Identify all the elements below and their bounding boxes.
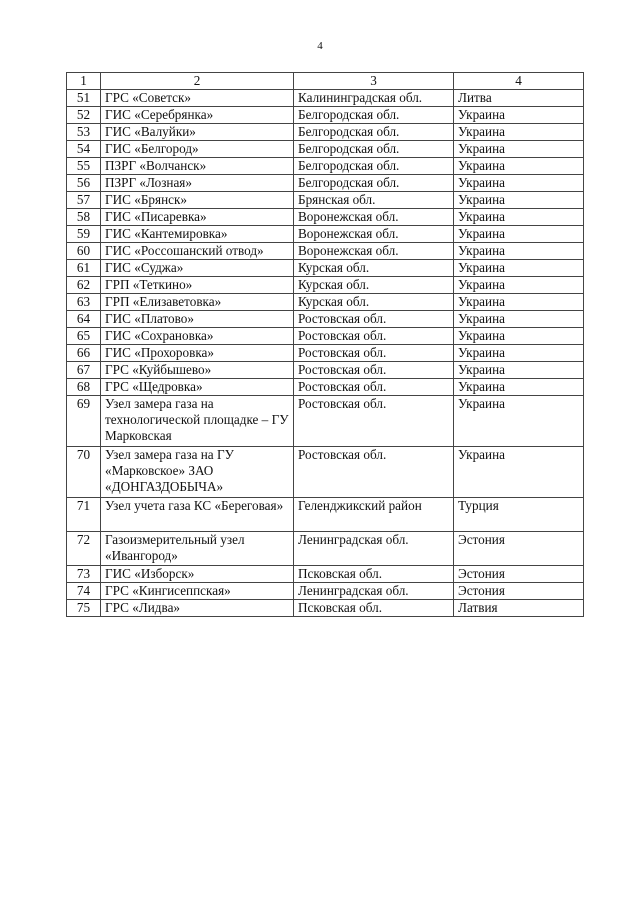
table-row xyxy=(67,226,584,243)
table-row xyxy=(67,583,584,600)
facility-name-cell: ГИС «Суджа» xyxy=(101,260,294,277)
facility-name-cell: ГИС «Сохрановка» xyxy=(101,328,294,345)
facility-name-cell: ГРС «Куйбышево» xyxy=(101,362,294,379)
region-cell: Ростовская обл. xyxy=(294,447,454,498)
table-row xyxy=(67,158,584,175)
table-row xyxy=(67,311,584,328)
row-number-cell: 60 xyxy=(67,243,101,260)
facility-name-cell: ГИС «Кантемировка» xyxy=(101,226,294,243)
country-cell: Украина xyxy=(454,396,584,447)
table-row xyxy=(67,600,584,617)
region-cell: Курская обл. xyxy=(294,294,454,311)
row-number-cell: 67 xyxy=(67,362,101,379)
column-header-3: 3 xyxy=(294,73,454,90)
row-number-cell: 63 xyxy=(67,294,101,311)
country-cell: Украина xyxy=(454,294,584,311)
country-cell: Украина xyxy=(454,141,584,158)
country-cell: Эстония xyxy=(454,532,584,566)
table-row xyxy=(67,532,584,566)
facility-name-cell: ГРС «Кингисеппская» xyxy=(101,583,294,600)
table-row xyxy=(67,396,584,447)
table-row xyxy=(67,175,584,192)
row-number-cell: 62 xyxy=(67,277,101,294)
row-number-cell: 61 xyxy=(67,260,101,277)
table-row xyxy=(67,345,584,362)
facility-name-cell: ПЗРГ «Лозная» xyxy=(101,175,294,192)
region-cell: Белгородская обл. xyxy=(294,124,454,141)
table-row xyxy=(67,294,584,311)
region-cell: Воронежская обл. xyxy=(294,209,454,226)
country-cell: Украина xyxy=(454,175,584,192)
facility-name-cell: ГРС «Советск» xyxy=(101,90,294,107)
table-row xyxy=(67,328,584,345)
row-number-cell: 72 xyxy=(67,532,101,566)
country-cell: Эстония xyxy=(454,583,584,600)
table-row xyxy=(67,141,584,158)
region-cell: Ростовская обл. xyxy=(294,311,454,328)
country-cell: Украина xyxy=(454,277,584,294)
table-row xyxy=(67,566,584,583)
row-number-cell: 58 xyxy=(67,209,101,226)
row-number-cell: 53 xyxy=(67,124,101,141)
table-row xyxy=(67,260,584,277)
facility-name-cell: ГРП «Теткино» xyxy=(101,277,294,294)
region-cell: Ленинградская обл. xyxy=(294,583,454,600)
row-number-cell: 75 xyxy=(67,600,101,617)
country-cell: Турция xyxy=(454,498,584,532)
row-number-cell: 52 xyxy=(67,107,101,124)
region-cell: Ростовская обл. xyxy=(294,328,454,345)
region-cell: Геленджикский район xyxy=(294,498,454,532)
region-cell: Псковская обл. xyxy=(294,600,454,617)
region-cell: Белгородская обл. xyxy=(294,141,454,158)
table-row xyxy=(67,277,584,294)
row-number-cell: 74 xyxy=(67,583,101,600)
facility-name-cell: ГИС «Изборск» xyxy=(101,566,294,583)
region-cell: Белгородская обл. xyxy=(294,107,454,124)
facility-name-cell: Узел замера газа на ГУ «Марковское» ЗАО «ДОНГАЗДОБЫЧА» xyxy=(101,447,294,498)
country-cell: Украина xyxy=(454,158,584,175)
row-number-cell: 51 xyxy=(67,90,101,107)
region-cell: Калининградская обл. xyxy=(294,90,454,107)
region-cell: Ростовская обл. xyxy=(294,379,454,396)
region-cell: Брянская обл. xyxy=(294,192,454,209)
row-number-cell: 69 xyxy=(67,396,101,447)
facility-name-cell: ГРС «Щедровка» xyxy=(101,379,294,396)
row-number-cell: 66 xyxy=(67,345,101,362)
column-header-1: 1 xyxy=(67,73,101,90)
table-body xyxy=(67,90,584,617)
country-cell: Украина xyxy=(454,124,584,141)
region-cell: Курская обл. xyxy=(294,277,454,294)
facility-name-cell: ГИС «Белгород» xyxy=(101,141,294,158)
country-cell: Украина xyxy=(454,192,584,209)
row-number-cell: 68 xyxy=(67,379,101,396)
country-cell: Украина xyxy=(454,260,584,277)
row-number-cell: 57 xyxy=(67,192,101,209)
country-cell: Украина xyxy=(454,311,584,328)
column-header-4: 4 xyxy=(454,73,584,90)
country-cell: Латвия xyxy=(454,600,584,617)
facility-name-cell: Газоизмерительный узел «Ивангород» xyxy=(101,532,294,566)
country-cell: Украина xyxy=(454,345,584,362)
row-number-cell: 70 xyxy=(67,447,101,498)
country-cell: Украина xyxy=(454,362,584,379)
column-header-2: 2 xyxy=(101,73,294,90)
region-cell: Ленинградская обл. xyxy=(294,532,454,566)
country-cell: Украина xyxy=(454,107,584,124)
facility-name-cell: ГРП «Елизаветовка» xyxy=(101,294,294,311)
page-number: 4 xyxy=(317,40,323,52)
table-row xyxy=(67,498,584,532)
region-cell: Ростовская обл. xyxy=(294,396,454,447)
table-row xyxy=(67,192,584,209)
facility-name-cell: ГИС «Россошанский отвод» xyxy=(101,243,294,260)
country-cell: Литва xyxy=(454,90,584,107)
region-cell: Белгородская обл. xyxy=(294,158,454,175)
gas-stations-table xyxy=(66,72,584,617)
row-number-cell: 56 xyxy=(67,175,101,192)
row-number-cell: 55 xyxy=(67,158,101,175)
table-row xyxy=(67,209,584,226)
facility-name-cell: ГИС «Писаревка» xyxy=(101,209,294,226)
facility-name-cell: ПЗРГ «Волчанск» xyxy=(101,158,294,175)
table-row xyxy=(67,124,584,141)
row-number-cell: 71 xyxy=(67,498,101,532)
facility-name-cell: ГИС «Прохоровка» xyxy=(101,345,294,362)
facility-name-cell: ГИС «Серебрянка» xyxy=(101,107,294,124)
country-cell: Украина xyxy=(454,447,584,498)
facility-name-cell: ГИС «Валуйки» xyxy=(101,124,294,141)
row-number-cell: 54 xyxy=(67,141,101,158)
facility-name-cell: Узел учета газа КС «Береговая» xyxy=(101,498,294,532)
country-cell: Украина xyxy=(454,209,584,226)
facility-name-cell: ГИС «Брянск» xyxy=(101,192,294,209)
row-number-cell: 65 xyxy=(67,328,101,345)
region-cell: Воронежская обл. xyxy=(294,226,454,243)
facility-name-cell: ГРС «Лидва» xyxy=(101,600,294,617)
country-cell: Украина xyxy=(454,379,584,396)
table-row xyxy=(67,447,584,498)
row-number-cell: 64 xyxy=(67,311,101,328)
table-row xyxy=(67,362,584,379)
region-cell: Ростовская обл. xyxy=(294,345,454,362)
facility-name-cell: ГИС «Платово» xyxy=(101,311,294,328)
header-row xyxy=(67,73,584,90)
table-row xyxy=(67,90,584,107)
facility-name-cell: Узел замера газа на технологической площадке – ГУ Марковская xyxy=(101,396,294,447)
table-row xyxy=(67,243,584,260)
table-row xyxy=(67,107,584,124)
region-cell: Белгородская обл. xyxy=(294,175,454,192)
region-cell: Псковская обл. xyxy=(294,566,454,583)
country-cell: Украина xyxy=(454,243,584,260)
table-row xyxy=(67,379,584,396)
country-cell: Эстония xyxy=(454,566,584,583)
region-cell: Воронежская обл. xyxy=(294,243,454,260)
row-number-cell: 59 xyxy=(67,226,101,243)
row-number-cell: 73 xyxy=(67,566,101,583)
country-cell: Украина xyxy=(454,328,584,345)
region-cell: Курская обл. xyxy=(294,260,454,277)
region-cell: Ростовская обл. xyxy=(294,362,454,379)
country-cell: Украина xyxy=(454,226,584,243)
